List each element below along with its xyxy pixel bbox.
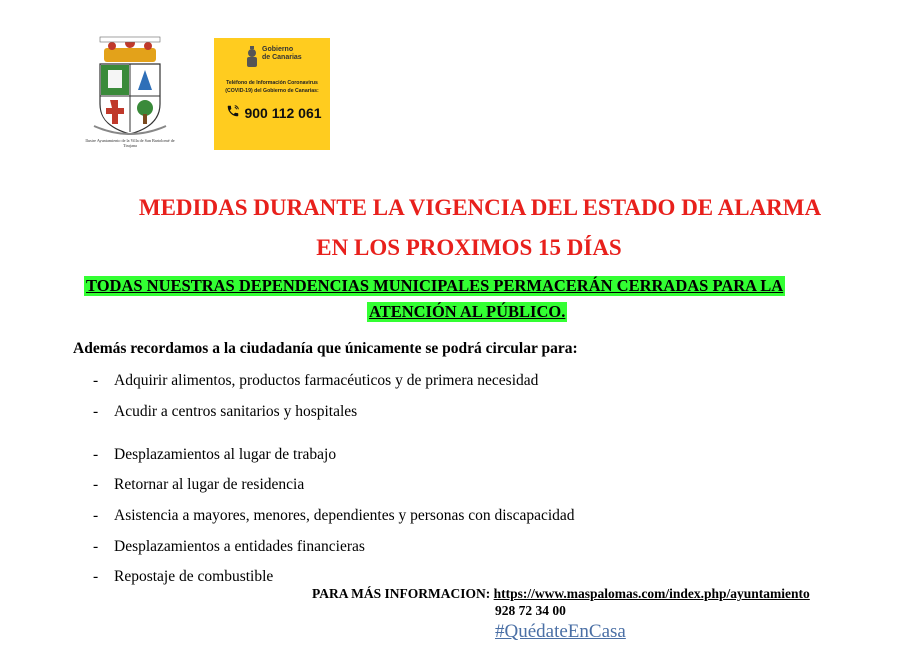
covid-phone-row (222, 104, 326, 121)
list-item (93, 403, 357, 421)
bullet-dash: - (93, 507, 99, 524)
covid-info-text (220, 79, 324, 95)
bullet-dash: - (93, 446, 99, 463)
more-info-label: PARA MÁS INFORMACION: (312, 586, 491, 601)
list-item-text: Repostaje de combustible (114, 568, 274, 585)
more-info-link[interactable]: https://www.maspalomas.com/index.php/ayuntamiento (493, 586, 810, 601)
covid-phone-number: 900 112 061 (244, 104, 322, 121)
list-item-text: Asistencia a mayores, menores, dependientes y personas con discapacidad (114, 507, 575, 524)
list-item (93, 476, 304, 494)
covid-info-line1: Teléfono de Información Coronavirus (226, 80, 318, 86)
list-item-text: Retornar al lugar de residencia (114, 476, 305, 493)
bullet-dash: - (93, 568, 99, 585)
gobierno-canarias-banner (214, 38, 330, 150)
list-item-text: Acudir a centros sanitarios y hospitales (114, 403, 358, 420)
bullet-dash: - (93, 538, 99, 555)
more-info-line (312, 586, 810, 602)
bullet-dash: - (93, 476, 99, 493)
list-item (93, 372, 538, 390)
intro-text: Además recordamos a la ciudadanía que únicamente se podrá circular para: (73, 340, 578, 357)
crest-caption: Ilustre Ayuntamiento de la Villa de San Bartolomé de Tirajana (85, 138, 175, 148)
gobierno-brand-line2: de Canarias (262, 54, 302, 61)
bullet-dash: - (93, 403, 99, 420)
list-item-text: Desplazamientos al lugar de trabajo (114, 446, 337, 463)
gobierno-brand (262, 46, 302, 62)
gobierno-brand-line1: Gobierno (262, 46, 294, 53)
closure-notice-line1: TODAS NUESTRAS DEPENDENCIAS MUNICIPALES PERMACERÁN CERRADAS PARA LA (86, 276, 784, 295)
list-item-text: Desplazamientos a entidades financieras (114, 538, 365, 555)
municipal-crest-logo (78, 34, 182, 154)
list-item (93, 507, 575, 525)
bullet-dash: - (93, 372, 99, 389)
hashtag-link[interactable]: #QuédateEnCasa (495, 621, 626, 642)
list-item (93, 446, 336, 464)
contact-phone: 928 72 34 00 (495, 603, 566, 618)
main-title-line2: EN LOS PROXIMOS 15 DÍAS (316, 235, 622, 260)
phone-icon (226, 104, 240, 121)
list-item (93, 568, 273, 586)
covid-info-line2: (COVID-19) del Gobierno de Canarias: (225, 88, 319, 94)
list-item-text: Adquirir alimentos, productos farmacéuticos y de primera necesidad (114, 372, 539, 389)
list-item (93, 538, 365, 556)
closure-notice-line2: ATENCIÓN AL PÚBLICO. (369, 302, 566, 321)
main-title-line1: MEDIDAS DURANTE LA VIGENCIA DEL ESTADO DE ALARMA (138, 195, 822, 220)
